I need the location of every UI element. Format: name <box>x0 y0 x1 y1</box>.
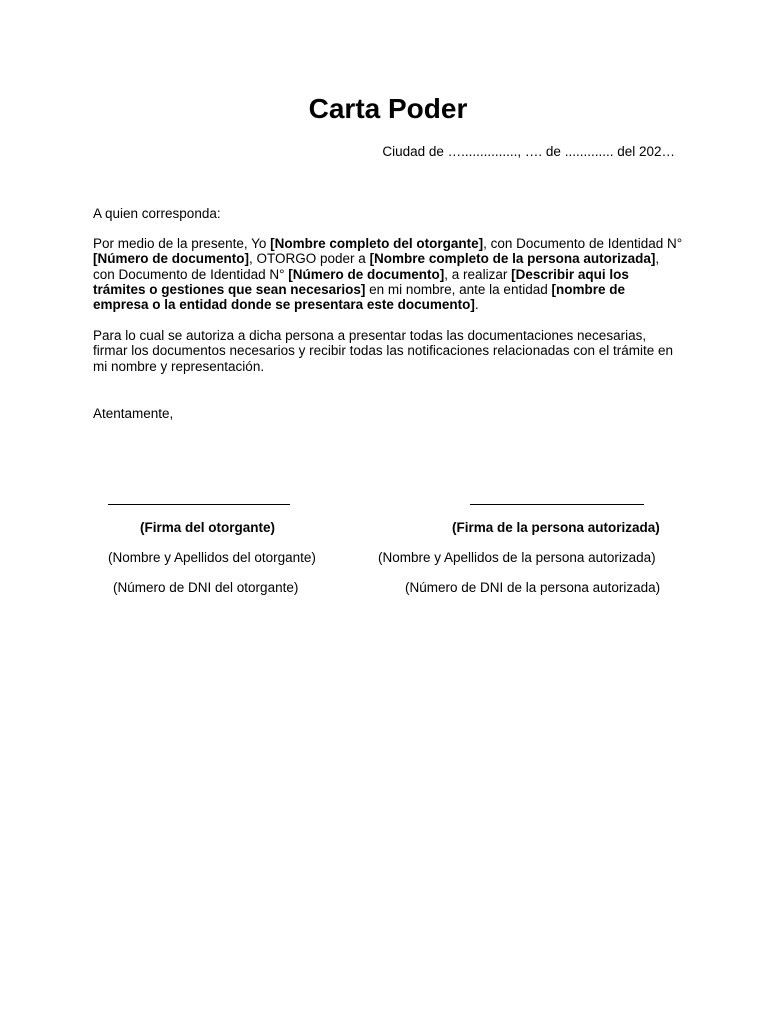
paragraph-text: en mi nombre, ante la entidad <box>365 281 552 297</box>
signature-line-grantor <box>108 504 290 505</box>
signature-caption-grantor: (Firma del otorgante) <box>140 520 276 535</box>
greeting: A quien corresponda: <box>93 206 221 221</box>
closing: Atentamente, <box>93 406 174 421</box>
date-line: Ciudad de …..............., …. de ............. del 202… <box>382 144 675 159</box>
document-title: Carta Poder <box>308 93 468 124</box>
placeholder-field: [Describir aqui los trámites o gestiones que sean necesarios] <box>93 266 629 297</box>
signature-line-authorized <box>470 504 644 505</box>
signature-name-grantor: (Nombre y Apellidos del otorgante) <box>108 550 316 565</box>
placeholder-field: [Nombre completo del otorgante] <box>270 236 484 251</box>
paragraph-text: , con Documento de Identidad N° <box>483 236 683 251</box>
placeholder-field: [Número de documento] <box>288 266 445 282</box>
signature-caption-authorized: (Firma de la persona autorizada) <box>452 520 660 535</box>
paragraph-authorization <box>93 236 683 312</box>
paragraph-text: , con Documento de Identidad N° <box>93 251 660 282</box>
signature-dni-authorized: (Número de DNI de la persona autorizada) <box>405 580 661 595</box>
paragraph-text: , a realizar <box>444 266 512 282</box>
paragraph-text: Por medio de la presente, Yo <box>93 236 271 251</box>
signature-name-authorized: (Nombre y Apellidos de la persona autorizada) <box>378 550 656 565</box>
paragraph-text: . <box>474 297 479 313</box>
paragraph-text: , OTORGO poder a <box>249 251 370 267</box>
placeholder-field: [Nombre completo de la persona autorizada] <box>369 251 656 267</box>
signature-dni-grantor: (Número de DNI del otorgante) <box>113 580 299 595</box>
placeholder-field: [nombre de empresa o la entidad donde se presentara este documento] <box>93 281 625 313</box>
placeholder-field: [Número de documento] <box>93 251 250 267</box>
paragraph-scope: Para lo cual se autoriza a dicha persona a presentar todas las documentaciones necesarias, firmar los documentos necesarios y recibir todas las notificaciones relacionadas con el trámite en mi nombre y representación. <box>93 328 674 374</box>
